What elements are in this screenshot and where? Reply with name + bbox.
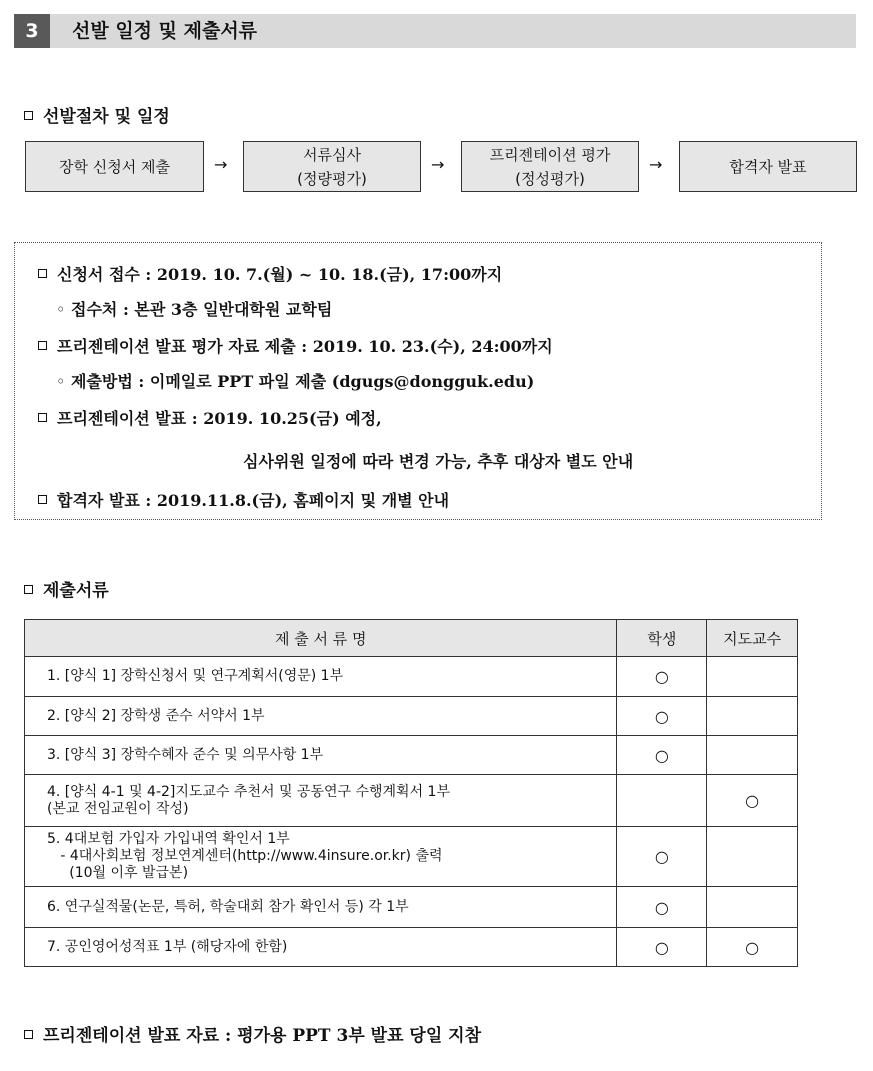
procedure-heading-text: 선발절차 및 일정 xyxy=(43,107,170,127)
document-name: 3. [양식 3] 장학수혜자 준수 및 의무사항 1부 xyxy=(25,736,617,775)
document-name: 2. [양식 2] 장학생 준수 서약서 1부 xyxy=(25,697,617,736)
checkbox-bullet-icon xyxy=(24,585,33,594)
advisor-mark xyxy=(707,657,798,697)
column-header-advisor: 지도교수 xyxy=(707,620,798,657)
student-mark: ○ xyxy=(617,928,707,967)
column-header-document-name: 제 출 서 류 명 xyxy=(25,620,617,657)
table-row xyxy=(25,887,798,928)
presentation-note xyxy=(24,1021,481,1046)
flow-step-label: 서류심사 xyxy=(303,145,361,164)
table-row xyxy=(25,827,798,887)
student-mark: ○ xyxy=(617,887,707,928)
flow-arrow-icon: → xyxy=(214,155,228,174)
checkbox-bullet-icon xyxy=(24,111,33,120)
flow-step-presentation xyxy=(461,141,639,192)
advisor-mark xyxy=(707,736,798,775)
schedule-item-text: 프리젠테이션 발표 : 2019. 10.25(금) 예정, xyxy=(57,409,382,428)
advisor-mark: ○ xyxy=(707,928,798,967)
flow-step-label: 합격자 발표 xyxy=(729,157,807,176)
flow-step-label: 장학 신청서 제출 xyxy=(59,157,170,176)
schedule-item-text: 프리젠테이션 발표 평가 자료 제출 : 2019. 10. 23.(수), 24:00까지 xyxy=(57,337,553,356)
schedule-item-announcement xyxy=(38,488,449,511)
flow-step-sublabel: (정량평가) xyxy=(297,169,367,188)
table-row xyxy=(25,775,798,827)
flow-step-label: 프리젠테이션 평가 xyxy=(489,145,611,164)
table-row xyxy=(25,697,798,736)
table-row xyxy=(25,657,798,697)
procedure-heading xyxy=(24,102,170,127)
student-mark: ○ xyxy=(617,657,707,697)
documents-heading-text: 제출서류 xyxy=(43,581,109,601)
table-row xyxy=(25,928,798,967)
flow-step-document-review xyxy=(243,141,421,192)
checkbox-bullet-icon xyxy=(38,495,47,504)
student-mark: ○ xyxy=(617,827,707,887)
schedule-item-text: 합격자 발표 : 2019.11.8.(금), 홈페이지 및 개별 안내 xyxy=(57,491,450,510)
section-title: 선발 일정 및 제출서류 xyxy=(72,20,258,42)
advisor-mark xyxy=(707,827,798,887)
schedule-item-application xyxy=(38,262,502,285)
flow-arrow-icon: → xyxy=(431,155,445,174)
checkbox-bullet-icon xyxy=(38,341,47,350)
documents-heading xyxy=(24,576,109,601)
flow-arrow-icon: → xyxy=(649,155,663,174)
documents-table xyxy=(24,619,798,967)
document-name: 1. [양식 1] 장학신청서 및 연구계획서(영문) 1부 xyxy=(25,657,617,697)
document-name: 5. 4대보험 가입자 가입내역 확인서 1부 - 4대사회보험 정보연계센터(http://www.4insure.or.kr) 출력 (10월 이후 발급본) xyxy=(25,827,617,887)
advisor-mark xyxy=(707,697,798,736)
schedule-item-ppt-submission xyxy=(38,334,553,357)
schedule-item-text: 신청서 접수 : 2019. 10. 7.(월) ~ 10. 18.(금), 17:00까지 xyxy=(57,265,503,284)
student-mark xyxy=(617,775,707,827)
checkbox-bullet-icon xyxy=(38,269,47,278)
section-number: 3 xyxy=(14,14,50,48)
flow-step-application xyxy=(25,141,204,192)
column-header-student: 학생 xyxy=(617,620,707,657)
document-name: 7. 공인영어성적표 1부 (해당자에 한함) xyxy=(25,928,617,967)
schedule-sub-method: ◦ 제출방법 : 이메일로 PPT 파일 제출 (dgugs@dongguk.edu) xyxy=(56,372,535,391)
document-name: 6. 연구실적물(논문, 특허, 학술대회 참가 확인서 등) 각 1부 xyxy=(25,887,617,928)
student-mark: ○ xyxy=(617,736,707,775)
advisor-mark xyxy=(707,887,798,928)
flow-step-sublabel: (정성평가) xyxy=(515,169,585,188)
presentation-note-text: 프리젠테이션 발표 자료 : 평가용 PPT 3부 발표 당일 지참 xyxy=(43,1026,482,1046)
table-header-row xyxy=(25,620,798,657)
flow-step-announcement xyxy=(679,141,857,192)
checkbox-bullet-icon xyxy=(24,1030,33,1039)
schedule-sub-office: ◦ 접수처 : 본관 3층 일반대학원 교학팀 xyxy=(56,300,333,319)
checkbox-bullet-icon xyxy=(38,413,47,422)
student-mark: ○ xyxy=(617,697,707,736)
advisor-mark: ○ xyxy=(707,775,798,827)
document-name: 4. [양식 4-1 및 4-2]지도교수 추천서 및 공동연구 수행계획서 1부 (본교 전임교원이 작성) xyxy=(25,775,617,827)
schedule-sub-note: 심사위원 일정에 따라 변경 가능, 추후 대상자 별도 안내 xyxy=(243,452,634,471)
schedule-item-presentation xyxy=(38,406,382,429)
table-row xyxy=(25,736,798,775)
